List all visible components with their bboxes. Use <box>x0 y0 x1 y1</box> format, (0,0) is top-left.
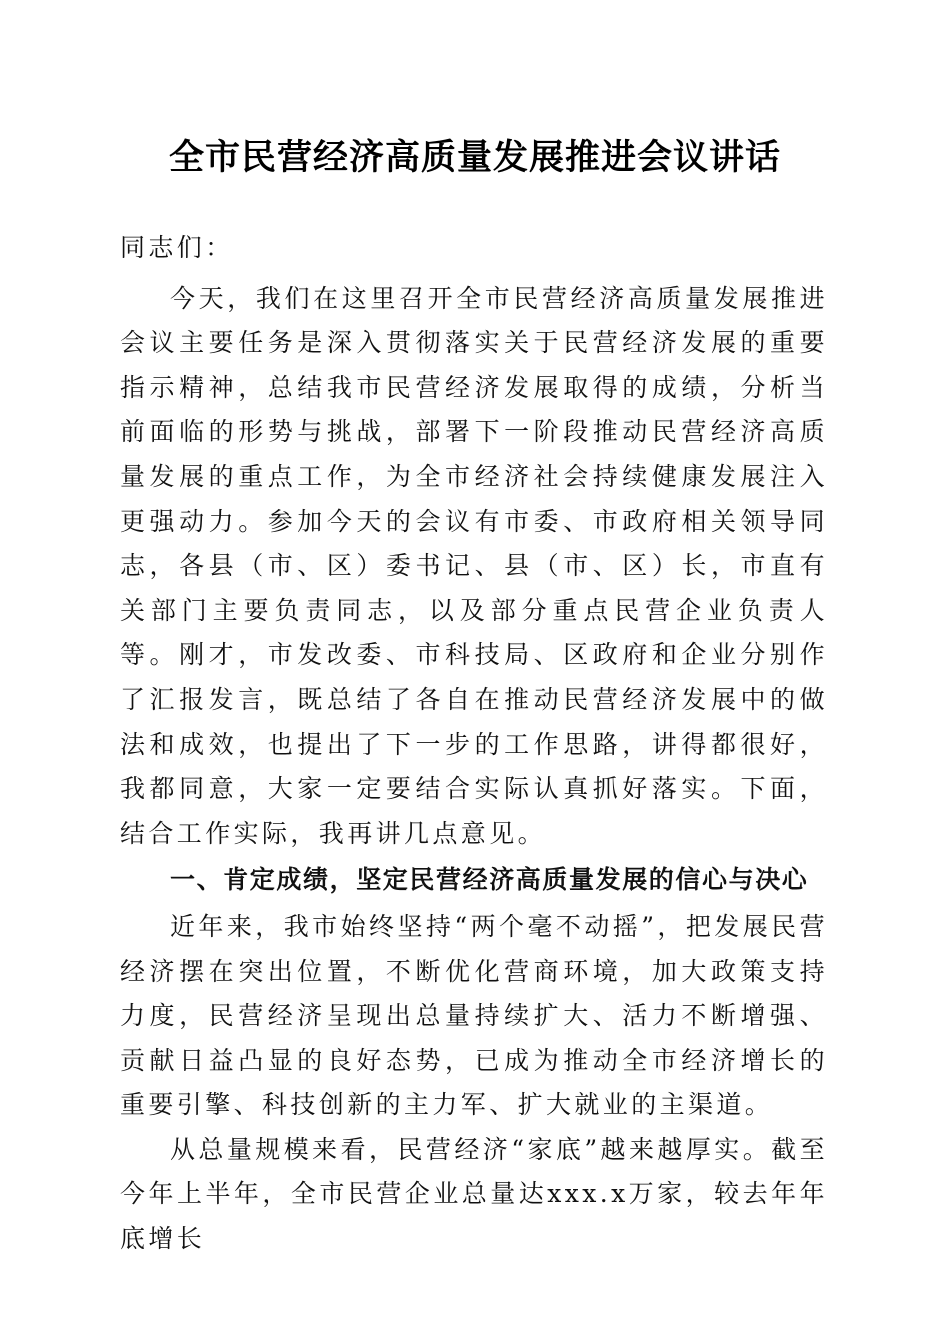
document-title: 全市民营经济高质量发展推进会议讲话 <box>168 137 781 178</box>
document-body <box>120 226 828 1262</box>
section-paragraph: 近年来，我市始终坚持“两个毫不动摇”，把发展民营经济摆在突出位置，不断优化营商环境，加大政策支持力度，民营经济呈现出总量持续扩大、活力不断增强、贡献日益凸显的良好态势，已成为推动全市经济增长的重要引擎、科技创新的主力军、扩大就业的主渠道。 <box>120 911 828 1120</box>
section-paragraph: 从总量规模来看，民营经济“家底”越来越厚实。截至今年上半年，全市民营企业总量达xxx.x万家，较去年年底增长 <box>120 1134 828 1254</box>
opening-paragraph: 今天，我们在这里召开全市民营经济高质量发展推进会议主要任务是深入贯彻落实关于民营经济发展的重要指示精神，总结我市民营经济发展取得的成绩，分析当前面临的形势与挑战，部署下一阶段推动民营经济高质量发展的重点工作，为全市经济社会持续健康发展注入更强动力。参加今天的会议有市委、市政府相关领导同志，各县（市、区）委书记、县（市、区）长，市直有关部门主要负责同志，以及部分重点民营企业负责人等。刚才，市发改委、市科技局、区政府和企业分别作了汇报发言，既总结了各自在推动民营经济发展中的做法和成效，也提出了下一步的工作思路，讲得都很好，我都同意，大家一定要结合实际认真抓好落实。下面，结合工作实际，我再讲几点意见。 <box>120 283 828 848</box>
salutation: 同志们： <box>120 233 234 262</box>
section-heading: 一、肯定成绩，坚定民营经济高质量发展的信心与决心 <box>170 865 809 895</box>
